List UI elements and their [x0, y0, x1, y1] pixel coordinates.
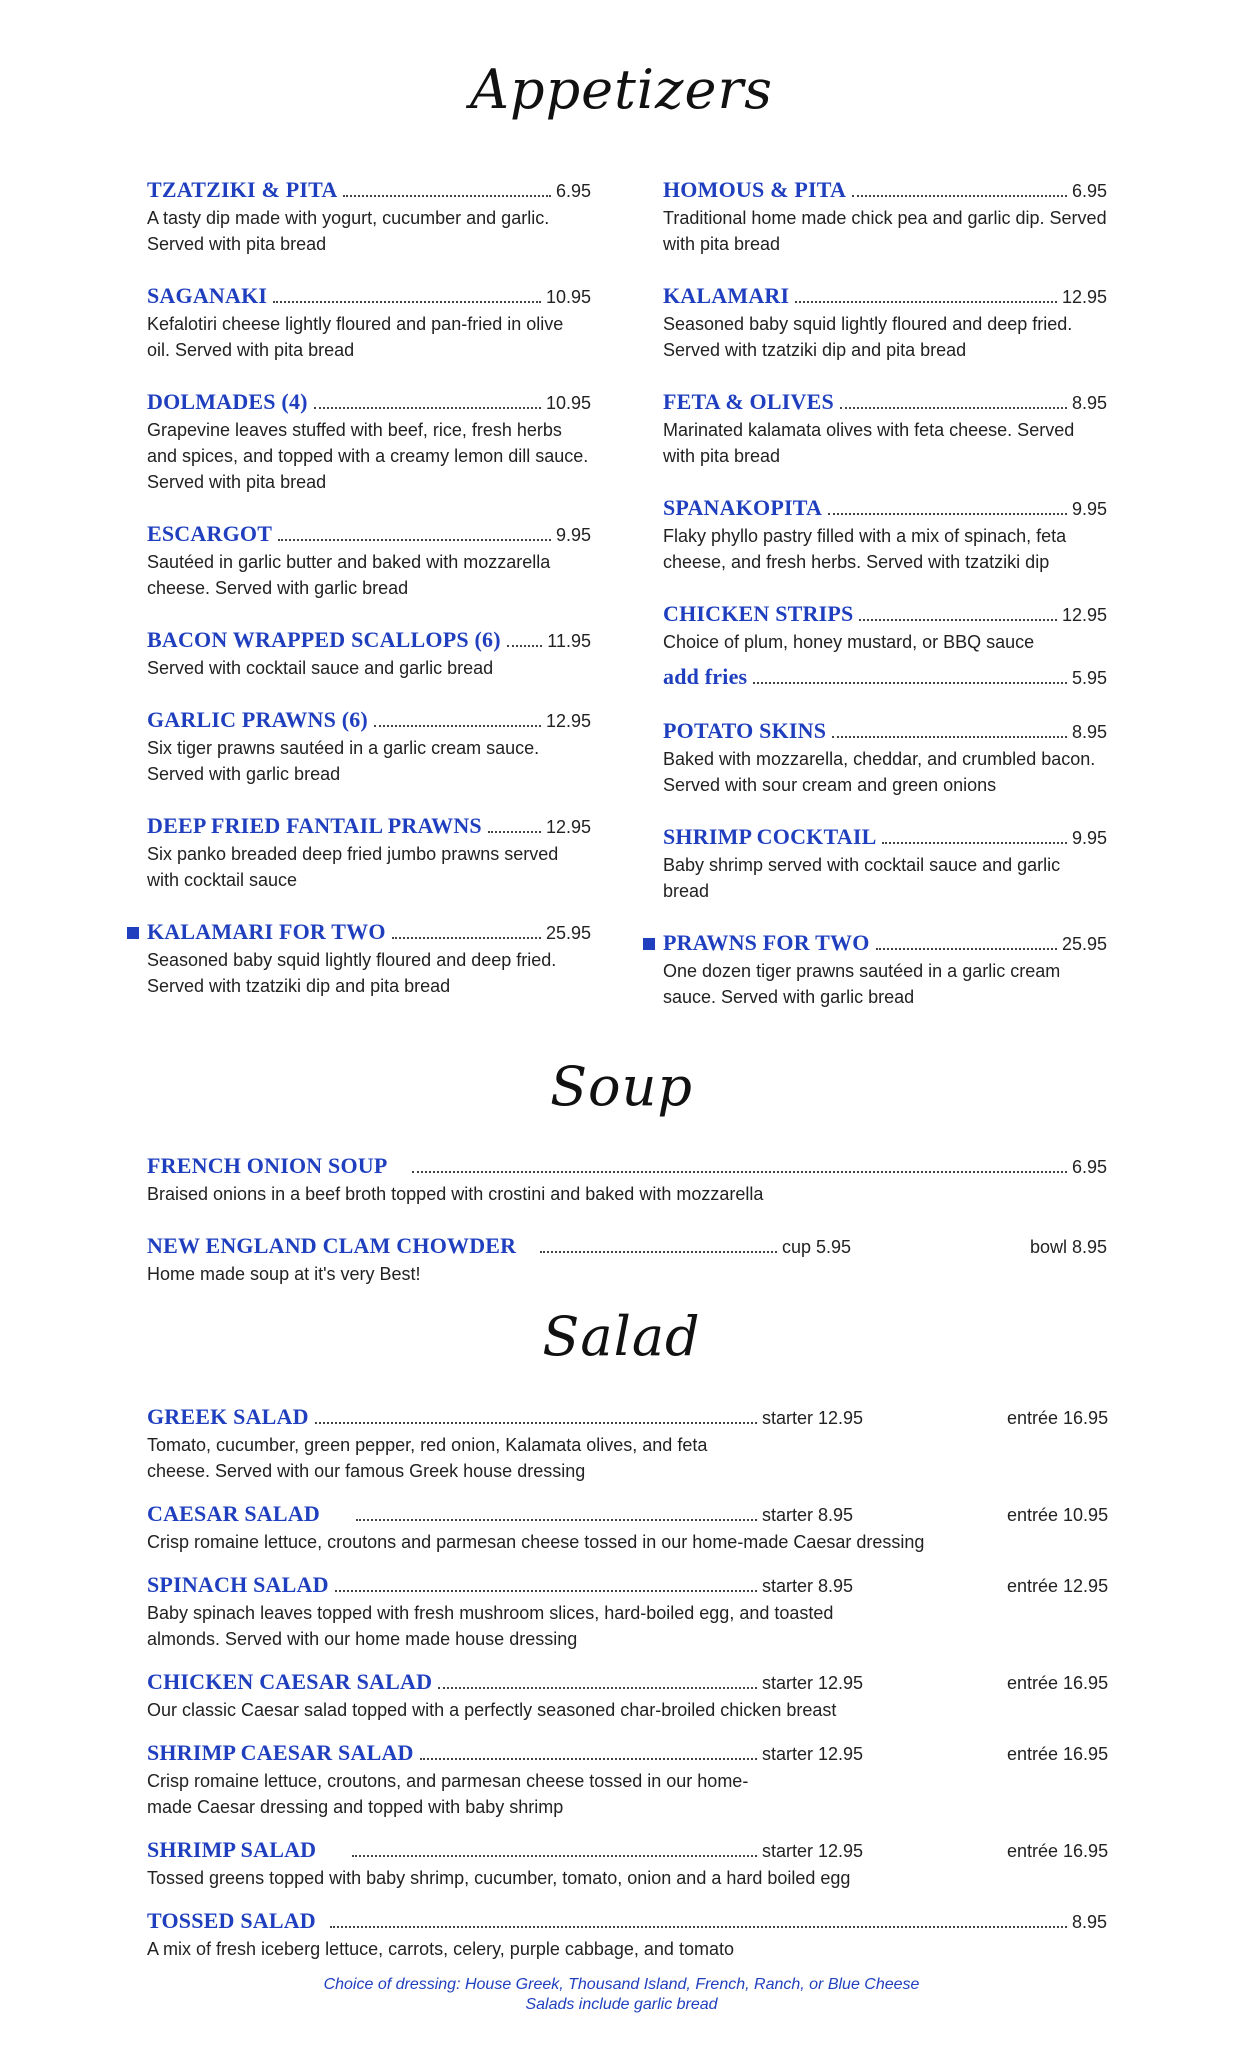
menu-item: [147, 1403, 1107, 1484]
item-name: TZATZIKI & PITA: [147, 177, 338, 202]
dot-leader: [840, 406, 1067, 409]
menu-item: [147, 812, 591, 893]
menu-item: [147, 176, 591, 257]
dot-leader: [352, 1854, 757, 1857]
item-name: HOMOUS & PITA: [663, 177, 847, 202]
dressing-choices: Choice of dressing: House Greek, Thousand Island, French, Ranch, or Blue Cheese: [323, 1976, 920, 1993]
item-prices: [762, 1740, 1107, 1768]
item-price: 9.95: [1071, 828, 1107, 848]
item-name: SPANAKOPITA: [663, 495, 823, 520]
dot-leader: [343, 194, 551, 197]
item-description: Baby shrimp served with cocktail sauce and garlic bread: [663, 855, 1061, 901]
item-name: GREEK SALAD: [147, 1404, 309, 1429]
item-name: GARLIC PRAWNS (6): [147, 707, 368, 732]
item-description: Kefalotiri cheese lightly floured and pan-fried in olive oil. Served with pita bread: [147, 314, 564, 360]
dot-leader: [828, 512, 1067, 515]
dot-leader: [278, 538, 551, 541]
appetizers-right-column: [663, 176, 1107, 1035]
item-description: One dozen tiger prawns sautéed in a garlic cream sauce. Served with garlic bread: [663, 961, 1061, 1007]
item-name: DOLMADES (4): [147, 389, 308, 414]
item-price: 9.95: [1071, 499, 1107, 519]
menu-item: [147, 918, 591, 999]
item-description: A mix of fresh iceberg lettuce, carrots, celery, purple cabbage, and tomato: [147, 1939, 734, 1959]
menu-item: [147, 520, 591, 601]
square-bullet-icon: [127, 927, 139, 939]
item-description: Six panko breaded deep fried jumbo prawns served with cocktail sauce: [147, 844, 559, 890]
item-name: FRENCH ONION SOUP: [147, 1153, 388, 1178]
item-name: NEW ENGLAND CLAM CHOWDER: [147, 1233, 517, 1258]
item-name: SHRIMP COCKTAIL: [663, 824, 877, 849]
item-name: KALAMARI: [663, 283, 790, 308]
item-prices: [762, 1837, 1107, 1865]
price-cup: cup 5.95: [782, 1237, 852, 1257]
item-name: POTATO SKINS: [663, 718, 827, 743]
item-description: Grapevine leaves stuffed with beef, rice, fresh herbs and spices, and topped with a creamy lemon dill sauce. Served with pita bread: [147, 420, 589, 492]
price-starter: starter 12.95: [762, 1408, 864, 1428]
menu-item: [663, 176, 1107, 257]
menu-item: [147, 1232, 1107, 1287]
menu-item: [663, 600, 1107, 692]
dot-leader: [488, 830, 541, 833]
menu-item: [147, 388, 591, 495]
price-starter: starter 8.95: [762, 1505, 854, 1525]
dot-leader: [795, 300, 1057, 303]
item-name: CHICKEN STRIPS: [663, 601, 854, 626]
item-price: 6.95: [1071, 181, 1107, 201]
item-description: Traditional home made chick pea and garlic dip. Served with pita bread: [663, 208, 1107, 254]
menu-item: [147, 1152, 1107, 1207]
item-name: BACON WRAPPED SCALLOPS (6): [147, 627, 501, 652]
item-name: SHRIMP CAESAR SALAD: [147, 1740, 414, 1765]
dot-leader: [330, 1925, 1067, 1928]
item-prices: [782, 1233, 1107, 1261]
price-entree: entrée 16.95: [1007, 1408, 1109, 1428]
item-name: DEEP FRIED FANTAIL PRAWNS: [147, 813, 482, 838]
item-name: SAGANAKI: [147, 283, 268, 308]
item-price: 25.95: [1061, 934, 1107, 954]
item-price: 10.95: [545, 393, 591, 413]
item-name: TOSSED SALAD: [147, 1908, 316, 1933]
item-name: CHICKEN CAESAR SALAD: [147, 1669, 433, 1694]
item-price: 9.95: [555, 525, 591, 545]
item-prices: [762, 1669, 1107, 1697]
dot-leader: [832, 735, 1067, 738]
item-name: ESCARGOT: [147, 521, 273, 546]
item-price: 11.95: [547, 631, 591, 651]
item-prices: [762, 1572, 1107, 1600]
item-prices: [762, 1404, 1107, 1432]
item-description: Tomato, cucumber, green pepper, red onion, Kalamata olives, and feta cheese. Served with our famous Greek house dressing: [147, 1435, 708, 1481]
dot-leader: [540, 1250, 777, 1253]
item-price: 8.95: [1071, 1912, 1107, 1932]
addon-name: add fries: [663, 664, 748, 689]
item-name: KALAMARI FOR TWO: [147, 919, 386, 944]
item-price: 12.95: [1061, 287, 1107, 307]
item-price: 8.95: [1071, 722, 1107, 742]
price-entree: entrée 16.95: [1007, 1744, 1109, 1764]
item-description: Braised onions in a beef broth topped with crostini and baked with mozzarella: [147, 1184, 764, 1204]
dot-leader: [438, 1686, 757, 1689]
item-description: Baked with mozzarella, cheddar, and crumbled bacon. Served with sour cream and green onions: [663, 749, 1096, 795]
addon-price: 5.95: [1071, 668, 1107, 688]
price-bowl: bowl 8.95: [1029, 1237, 1107, 1257]
menu-item: [147, 1571, 1107, 1652]
item-description: Sautéed in garlic butter and baked with mozzarella cheese. Served with garlic bread: [147, 552, 551, 598]
item-name: PRAWNS FOR TWO: [663, 930, 870, 955]
dot-leader: [852, 194, 1067, 197]
addon-line: [663, 663, 1107, 692]
item-description: Seasoned baby squid lightly floured and deep fried. Served with tzatziki dip and pita bread: [147, 950, 557, 996]
item-description: Baby spinach leaves topped with fresh mushroom slices, hard-boiled egg, and toasted almonds. Served with our home made house dressing: [147, 1603, 834, 1649]
dot-leader: [420, 1757, 757, 1760]
menu-item: [147, 1668, 1107, 1723]
item-price: 12.95: [545, 711, 591, 731]
price-entree: entrée 12.95: [1007, 1576, 1109, 1596]
menu-item: [663, 282, 1107, 363]
menu-item: [147, 1500, 1107, 1555]
section-title-soup: Soup: [550, 1055, 693, 1118]
menu-item: [147, 626, 591, 681]
menu-item: [663, 494, 1107, 575]
dot-leader: [753, 681, 1067, 684]
dot-leader: [507, 644, 543, 647]
item-price: 6.95: [555, 181, 591, 201]
item-price: 8.95: [1071, 393, 1107, 413]
item-description: Crisp romaine lettuce, croutons and parmesan cheese tossed in our home-made Caesar dressing: [147, 1532, 925, 1552]
section-title-salad: Salad: [542, 1305, 701, 1368]
price-starter: starter 12.95: [762, 1841, 864, 1861]
dot-leader: [412, 1170, 1067, 1173]
item-price: 25.95: [545, 923, 591, 943]
item-name: CAESAR SALAD: [147, 1501, 320, 1526]
item-description: Seasoned baby squid lightly floured and deep fried. Served with tzatziki dip and pita bread: [663, 314, 1073, 360]
dot-leader: [392, 936, 541, 939]
price-starter: starter 12.95: [762, 1744, 864, 1764]
item-description: Flaky phyllo pastry filled with a mix of spinach, feta cheese, and fresh herbs. Served with tzatziki dip: [663, 526, 1067, 572]
dressing-note: [0, 1975, 1243, 2015]
item-name: SPINACH SALAD: [147, 1572, 329, 1597]
item-description: Crisp romaine lettuce, croutons, and parmesan cheese tossed in our home-made Caesar dressing and topped with baby shrimp: [147, 1771, 749, 1817]
item-prices: [762, 1501, 1107, 1529]
menu-item: [663, 823, 1107, 904]
salad-list: [147, 1403, 1107, 1978]
dot-leader: [314, 406, 541, 409]
menu-item: [147, 1907, 1107, 1962]
item-description: Served with cocktail sauce and garlic bread: [147, 658, 494, 678]
item-description: Choice of plum, honey mustard, or BBQ sauce: [663, 632, 1035, 652]
menu-item: [147, 1739, 1107, 1820]
price-starter: starter 12.95: [762, 1673, 864, 1693]
dot-leader: [315, 1421, 757, 1424]
menu-item: [663, 388, 1107, 469]
item-name: SHRIMP SALAD: [147, 1837, 317, 1862]
price-entree: entrée 16.95: [1007, 1673, 1109, 1693]
dot-leader: [273, 300, 541, 303]
dot-leader: [882, 841, 1067, 844]
garlic-bread-note: Salads include garlic bread: [525, 1996, 718, 2013]
item-price: 6.95: [1071, 1157, 1107, 1177]
item-description: Six tiger prawns sautéed in a garlic cream sauce. Served with garlic bread: [147, 738, 540, 784]
item-name: FETA & OLIVES: [663, 389, 834, 414]
item-price: 12.95: [545, 817, 591, 837]
square-bullet-icon: [643, 938, 655, 950]
price-entree: entrée 16.95: [1007, 1841, 1109, 1861]
dot-leader: [859, 618, 1056, 621]
item-price: 12.95: [1061, 605, 1107, 625]
menu-item: [147, 1836, 1107, 1891]
menu-item: [147, 282, 591, 363]
item-description: Tossed greens topped with baby shrimp, cucumber, tomato, onion and a hard boiled egg: [147, 1868, 851, 1888]
price-entree: entrée 10.95: [1007, 1505, 1109, 1525]
dot-leader: [876, 947, 1057, 950]
item-description: Home made soup at it's very Best!: [147, 1264, 421, 1284]
soup-list: [147, 1152, 1107, 1312]
dot-leader: [335, 1589, 757, 1592]
dot-leader: [374, 724, 541, 727]
item-description: A tasty dip made with yogurt, cucumber and garlic. Served with pita bread: [147, 208, 550, 254]
appetizers-left-column: [147, 176, 591, 1024]
menu-item: [147, 706, 591, 787]
price-starter: starter 8.95: [762, 1576, 854, 1596]
item-description: Marinated kalamata olives with feta cheese. Served with pita bread: [663, 420, 1075, 466]
menu-item: [663, 929, 1107, 1010]
section-title-appetizers: Appetizers: [470, 58, 773, 121]
dot-leader: [356, 1518, 757, 1521]
item-description: Our classic Caesar salad topped with a perfectly seasoned char-broiled chicken breast: [147, 1700, 837, 1720]
menu-item: [663, 717, 1107, 798]
item-price: 10.95: [545, 287, 591, 307]
